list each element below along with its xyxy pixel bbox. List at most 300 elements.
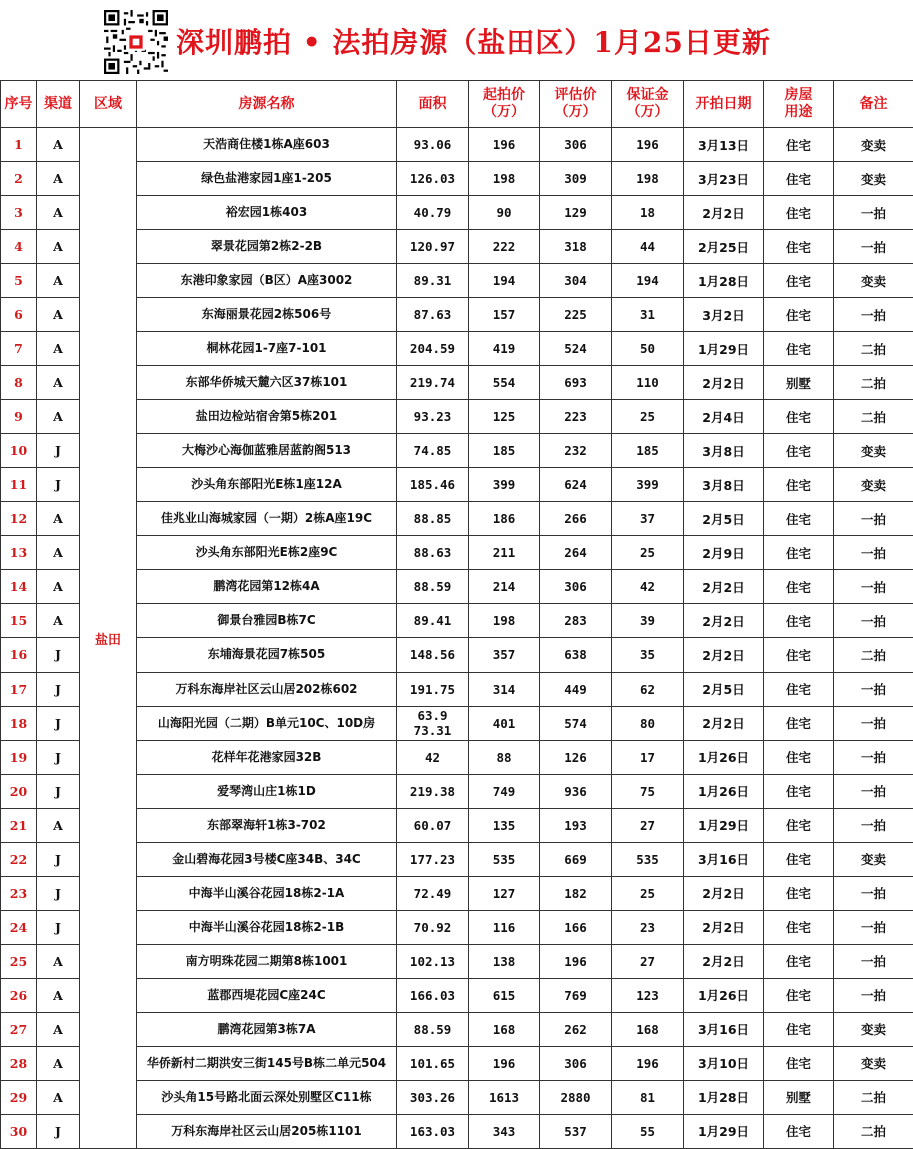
row-number-cell: 13 xyxy=(1,536,37,570)
channel-cell: A xyxy=(37,298,80,332)
deposit-cell: 75 xyxy=(612,774,684,808)
property-name-cell: 东海丽景花园2栋506号 xyxy=(137,298,397,332)
usage-cell: 别墅 xyxy=(764,1080,834,1114)
start-price-cell: 357 xyxy=(469,638,540,672)
start-price-cell: 314 xyxy=(469,672,540,706)
table-row xyxy=(1,536,913,570)
deposit-cell: 81 xyxy=(612,1080,684,1114)
auction-date-cell: 1月26日 xyxy=(684,978,764,1012)
channel-cell: A xyxy=(37,502,80,536)
property-name-cell: 绿色盐港家园1座1-205 xyxy=(137,162,397,196)
header-region: 区域 xyxy=(80,81,137,128)
property-name-cell: 鹏湾花园第12栋4A xyxy=(137,570,397,604)
eval-price-cell: 126 xyxy=(540,740,612,774)
area-cell: 60.07 xyxy=(397,808,469,842)
table-row xyxy=(1,604,913,638)
note-cell: 变卖 xyxy=(834,1012,913,1046)
usage-cell: 住宅 xyxy=(764,536,834,570)
usage-cell: 住宅 xyxy=(764,638,834,672)
property-name-cell: 花样年花港家园32B xyxy=(137,740,397,774)
channel-cell: A xyxy=(37,1080,80,1114)
header-date: 开拍日期 xyxy=(684,81,764,128)
row-number-cell: 12 xyxy=(1,502,37,536)
note-cell: 二拍 xyxy=(834,1080,913,1114)
header-row xyxy=(1,81,913,128)
note-cell: 一拍 xyxy=(834,706,913,740)
auction-date-cell: 2月25日 xyxy=(684,230,764,264)
note-cell: 一拍 xyxy=(834,944,913,978)
table-row xyxy=(1,808,913,842)
area-cell: 89.41 xyxy=(397,604,469,638)
row-number-cell: 6 xyxy=(1,298,37,332)
eval-price-cell: 266 xyxy=(540,502,612,536)
area-cell: 148.56 xyxy=(397,638,469,672)
usage-cell: 住宅 xyxy=(764,298,834,332)
channel-cell: A xyxy=(37,162,80,196)
property-name-cell: 佳兆业山海城家园（一期）2栋A座19C xyxy=(137,502,397,536)
channel-cell: J xyxy=(37,638,80,672)
table-row xyxy=(1,162,913,196)
usage-cell: 住宅 xyxy=(764,230,834,264)
start-price-cell: 138 xyxy=(469,944,540,978)
deposit-cell: 194 xyxy=(612,264,684,298)
table-row xyxy=(1,128,913,162)
deposit-cell: 31 xyxy=(612,298,684,332)
auction-date-cell: 1月29日 xyxy=(684,1114,764,1148)
eval-price-cell: 182 xyxy=(540,876,612,910)
area-cell: 303.26 xyxy=(397,1080,469,1114)
property-name-cell: 桐林花园1-7座7-101 xyxy=(137,332,397,366)
channel-cell: J xyxy=(37,842,80,876)
deposit-cell: 27 xyxy=(612,808,684,842)
auction-date-cell: 2月2日 xyxy=(684,366,764,400)
usage-cell: 别墅 xyxy=(764,366,834,400)
property-name-cell: 东部华侨城天麓六区37栋101 xyxy=(137,366,397,400)
start-price-cell: 1613 xyxy=(469,1080,540,1114)
auction-date-cell: 1月28日 xyxy=(684,1080,764,1114)
table-row xyxy=(1,1114,913,1148)
header xyxy=(0,0,913,80)
note-cell: 二拍 xyxy=(834,366,913,400)
area-cell: 204.59 xyxy=(397,332,469,366)
property-name-cell: 盐田边检站宿舍第5栋201 xyxy=(137,400,397,434)
channel-cell: A xyxy=(37,400,80,434)
table-row xyxy=(1,1012,913,1046)
start-price-cell: 535 xyxy=(469,842,540,876)
deposit-cell: 399 xyxy=(612,468,684,502)
usage-cell: 住宅 xyxy=(764,604,834,638)
area-cell: 74.85 xyxy=(397,434,469,468)
eval-price-cell: 223 xyxy=(540,400,612,434)
property-name-cell: 沙头角东部阳光E栋1座12A xyxy=(137,468,397,502)
usage-cell: 住宅 xyxy=(764,740,834,774)
table-row xyxy=(1,978,913,1012)
row-number-cell: 21 xyxy=(1,808,37,842)
usage-cell: 住宅 xyxy=(764,128,834,162)
deposit-cell: 80 xyxy=(612,706,684,740)
auction-date-cell: 2月2日 xyxy=(684,876,764,910)
auction-date-cell: 3月2日 xyxy=(684,298,764,332)
deposit-cell: 535 xyxy=(612,842,684,876)
note-cell: 一拍 xyxy=(834,876,913,910)
row-number-cell: 27 xyxy=(1,1012,37,1046)
channel-cell: A xyxy=(37,366,80,400)
eval-price-cell: 2880 xyxy=(540,1080,612,1114)
row-number-cell: 18 xyxy=(1,706,37,740)
header-usage: 房屋用途 xyxy=(764,81,834,128)
row-number-cell: 10 xyxy=(1,434,37,468)
deposit-cell: 39 xyxy=(612,604,684,638)
area-cell: 63.9 73.31 xyxy=(397,706,469,740)
property-name-cell: 万科东海岸社区云山居202栋602 xyxy=(137,672,397,706)
row-number-cell: 20 xyxy=(1,774,37,808)
channel-cell: A xyxy=(37,1046,80,1080)
channel-cell: A xyxy=(37,332,80,366)
area-cell: 70.92 xyxy=(397,910,469,944)
start-price-cell: 399 xyxy=(469,468,540,502)
area-cell: 72.49 xyxy=(397,876,469,910)
usage-cell: 住宅 xyxy=(764,1046,834,1080)
deposit-cell: 23 xyxy=(612,910,684,944)
area-cell: 219.74 xyxy=(397,366,469,400)
start-price-cell: 343 xyxy=(469,1114,540,1148)
table-row xyxy=(1,400,913,434)
table-row xyxy=(1,264,913,298)
channel-cell: A xyxy=(37,570,80,604)
usage-cell: 住宅 xyxy=(764,1114,834,1148)
start-price-cell: 401 xyxy=(469,706,540,740)
note-cell: 一拍 xyxy=(834,536,913,570)
area-cell: 89.31 xyxy=(397,264,469,298)
auction-date-cell: 2月5日 xyxy=(684,502,764,536)
auction-date-cell: 2月2日 xyxy=(684,570,764,604)
region-cell: 盐田 xyxy=(80,128,137,1149)
deposit-cell: 168 xyxy=(612,1012,684,1046)
eval-price-cell: 225 xyxy=(540,298,612,332)
channel-cell: A xyxy=(37,808,80,842)
note-cell: 一拍 xyxy=(834,978,913,1012)
property-name-cell: 沙头角15号路北面云深处别墅区C11栋 xyxy=(137,1080,397,1114)
note-cell: 一拍 xyxy=(834,774,913,808)
note-cell: 二拍 xyxy=(834,1114,913,1148)
area-cell: 177.23 xyxy=(397,842,469,876)
area-cell: 88.59 xyxy=(397,570,469,604)
start-price-cell: 88 xyxy=(469,740,540,774)
qr-code-icon xyxy=(104,10,168,74)
start-price-cell: 196 xyxy=(469,1046,540,1080)
deposit-cell: 42 xyxy=(612,570,684,604)
usage-cell: 住宅 xyxy=(764,944,834,978)
usage-cell: 住宅 xyxy=(764,876,834,910)
auction-date-cell: 2月2日 xyxy=(684,196,764,230)
row-number-cell: 8 xyxy=(1,366,37,400)
row-number-cell: 14 xyxy=(1,570,37,604)
area-cell: 219.38 xyxy=(397,774,469,808)
area-cell: 42 xyxy=(397,740,469,774)
eval-price-cell: 537 xyxy=(540,1114,612,1148)
start-price-cell: 198 xyxy=(469,604,540,638)
channel-cell: A xyxy=(37,1012,80,1046)
note-cell: 一拍 xyxy=(834,570,913,604)
deposit-cell: 25 xyxy=(612,400,684,434)
usage-cell: 住宅 xyxy=(764,842,834,876)
auction-date-cell: 2月2日 xyxy=(684,604,764,638)
property-name-cell: 沙头角东部阳光E栋2座9C xyxy=(137,536,397,570)
eval-price-cell: 318 xyxy=(540,230,612,264)
property-name-cell: 东部翠海轩1栋3-702 xyxy=(137,808,397,842)
auction-date-cell: 3月16日 xyxy=(684,1012,764,1046)
deposit-cell: 62 xyxy=(612,672,684,706)
table-row xyxy=(1,366,913,400)
row-number-cell: 17 xyxy=(1,672,37,706)
area-cell: 166.03 xyxy=(397,978,469,1012)
area-cell: 93.06 xyxy=(397,128,469,162)
property-name-cell: 爱琴湾山庄1栋1D xyxy=(137,774,397,808)
note-cell: 变卖 xyxy=(834,468,913,502)
eval-price-cell: 936 xyxy=(540,774,612,808)
deposit-cell: 110 xyxy=(612,366,684,400)
auction-date-cell: 2月5日 xyxy=(684,672,764,706)
eval-price-cell: 449 xyxy=(540,672,612,706)
deposit-cell: 196 xyxy=(612,1046,684,1080)
note-cell: 一拍 xyxy=(834,298,913,332)
deposit-cell: 185 xyxy=(612,434,684,468)
auction-date-cell: 2月4日 xyxy=(684,400,764,434)
eval-price-cell: 262 xyxy=(540,1012,612,1046)
channel-cell: J xyxy=(37,1114,80,1148)
row-number-cell: 25 xyxy=(1,944,37,978)
deposit-cell: 55 xyxy=(612,1114,684,1148)
row-number-cell: 26 xyxy=(1,978,37,1012)
note-cell: 一拍 xyxy=(834,740,913,774)
deposit-cell: 25 xyxy=(612,876,684,910)
start-price-cell: 196 xyxy=(469,128,540,162)
note-cell: 变卖 xyxy=(834,128,913,162)
usage-cell: 住宅 xyxy=(764,1012,834,1046)
eval-price-cell: 196 xyxy=(540,944,612,978)
deposit-cell: 35 xyxy=(612,638,684,672)
property-name-cell: 金山碧海花园3号楼C座34B、34C xyxy=(137,842,397,876)
area-cell: 126.03 xyxy=(397,162,469,196)
channel-cell: J xyxy=(37,876,80,910)
area-cell: 120.97 xyxy=(397,230,469,264)
auction-date-cell: 2月2日 xyxy=(684,706,764,740)
auction-date-cell: 1月28日 xyxy=(684,264,764,298)
row-number-cell: 30 xyxy=(1,1114,37,1148)
area-cell: 101.65 xyxy=(397,1046,469,1080)
start-price-cell: 135 xyxy=(469,808,540,842)
start-price-cell: 125 xyxy=(469,400,540,434)
usage-cell: 住宅 xyxy=(764,502,834,536)
property-name-cell: 蓝郡西堤花园C座24C xyxy=(137,978,397,1012)
auction-date-cell: 1月26日 xyxy=(684,774,764,808)
eval-price-cell: 309 xyxy=(540,162,612,196)
usage-cell: 住宅 xyxy=(764,162,834,196)
start-price-cell: 222 xyxy=(469,230,540,264)
row-number-cell: 24 xyxy=(1,910,37,944)
channel-cell: A xyxy=(37,264,80,298)
note-cell: 变卖 xyxy=(834,842,913,876)
area-cell: 185.46 xyxy=(397,468,469,502)
table-row xyxy=(1,1046,913,1080)
table-row xyxy=(1,332,913,366)
eval-price-cell: 304 xyxy=(540,264,612,298)
start-price-cell: 615 xyxy=(469,978,540,1012)
area-cell: 191.75 xyxy=(397,672,469,706)
header-area: 面积 xyxy=(397,81,469,128)
channel-cell: A xyxy=(37,128,80,162)
usage-cell: 住宅 xyxy=(764,910,834,944)
header-no: 序号 xyxy=(1,81,37,128)
area-cell: 88.59 xyxy=(397,1012,469,1046)
note-cell: 一拍 xyxy=(834,196,913,230)
auction-date-cell: 2月2日 xyxy=(684,910,764,944)
channel-cell: J xyxy=(37,468,80,502)
auction-date-cell: 3月16日 xyxy=(684,842,764,876)
eval-price-cell: 193 xyxy=(540,808,612,842)
channel-cell: A xyxy=(37,944,80,978)
row-number-cell: 23 xyxy=(1,876,37,910)
usage-cell: 住宅 xyxy=(764,774,834,808)
deposit-cell: 196 xyxy=(612,128,684,162)
row-number-cell: 29 xyxy=(1,1080,37,1114)
table-row xyxy=(1,910,913,944)
eval-price-cell: 574 xyxy=(540,706,612,740)
start-price-cell: 90 xyxy=(469,196,540,230)
channel-cell: A xyxy=(37,536,80,570)
note-cell: 变卖 xyxy=(834,1046,913,1080)
property-name-cell: 中海半山溪谷花园18栋2-1B xyxy=(137,910,397,944)
note-cell: 一拍 xyxy=(834,910,913,944)
table-row xyxy=(1,638,913,672)
usage-cell: 住宅 xyxy=(764,400,834,434)
channel-cell: J xyxy=(37,434,80,468)
row-number-cell: 9 xyxy=(1,400,37,434)
start-price-cell: 749 xyxy=(469,774,540,808)
row-number-cell: 3 xyxy=(1,196,37,230)
channel-cell: A xyxy=(37,978,80,1012)
channel-cell: J xyxy=(37,672,80,706)
note-cell: 一拍 xyxy=(834,604,913,638)
page-title: 深圳鹏拍 • 法拍房源（盐田区）1月25日更新 xyxy=(176,26,771,59)
usage-cell: 住宅 xyxy=(764,434,834,468)
note-cell: 变卖 xyxy=(834,162,913,196)
deposit-cell: 18 xyxy=(612,196,684,230)
header-name: 房源名称 xyxy=(137,81,397,128)
header-deposit: 保证金（万） xyxy=(612,81,684,128)
deposit-cell: 17 xyxy=(612,740,684,774)
usage-cell: 住宅 xyxy=(764,332,834,366)
eval-price-cell: 264 xyxy=(540,536,612,570)
note-cell: 一拍 xyxy=(834,230,913,264)
header-channel: 渠道 xyxy=(37,81,80,128)
eval-price-cell: 524 xyxy=(540,332,612,366)
row-number-cell: 1 xyxy=(1,128,37,162)
area-cell: 93.23 xyxy=(397,400,469,434)
table-row xyxy=(1,502,913,536)
property-name-cell: 大梅沙心海伽蓝雅居蓝韵阁513 xyxy=(137,434,397,468)
property-name-cell: 华侨新村二期洪安三街145号B栋二单元504 xyxy=(137,1046,397,1080)
deposit-cell: 123 xyxy=(612,978,684,1012)
note-cell: 二拍 xyxy=(834,638,913,672)
auction-date-cell: 1月26日 xyxy=(684,740,764,774)
row-number-cell: 4 xyxy=(1,230,37,264)
usage-cell: 住宅 xyxy=(764,264,834,298)
auction-date-cell: 1月29日 xyxy=(684,332,764,366)
start-price-cell: 186 xyxy=(469,502,540,536)
property-name-cell: 御景台雅园B栋7C xyxy=(137,604,397,638)
usage-cell: 住宅 xyxy=(764,468,834,502)
eval-price-cell: 129 xyxy=(540,196,612,230)
area-cell: 163.03 xyxy=(397,1114,469,1148)
auction-date-cell: 2月2日 xyxy=(684,944,764,978)
auction-date-cell: 3月8日 xyxy=(684,434,764,468)
channel-cell: J xyxy=(37,910,80,944)
property-name-cell: 中海半山溪谷花园18栋2-1A xyxy=(137,876,397,910)
eval-price-cell: 166 xyxy=(540,910,612,944)
table-row xyxy=(1,230,913,264)
auction-date-cell: 3月23日 xyxy=(684,162,764,196)
usage-cell: 住宅 xyxy=(764,808,834,842)
row-number-cell: 11 xyxy=(1,468,37,502)
row-number-cell: 5 xyxy=(1,264,37,298)
start-price-cell: 211 xyxy=(469,536,540,570)
row-number-cell: 19 xyxy=(1,740,37,774)
auction-date-cell: 2月9日 xyxy=(684,536,764,570)
row-number-cell: 7 xyxy=(1,332,37,366)
area-cell: 40.79 xyxy=(397,196,469,230)
eval-price-cell: 638 xyxy=(540,638,612,672)
table-row xyxy=(1,842,913,876)
channel-cell: A xyxy=(37,604,80,638)
channel-cell: A xyxy=(37,230,80,264)
start-price-cell: 194 xyxy=(469,264,540,298)
note-cell: 变卖 xyxy=(834,434,913,468)
usage-cell: 住宅 xyxy=(764,978,834,1012)
start-price-cell: 419 xyxy=(469,332,540,366)
header-eval-price: 评估价（万） xyxy=(540,81,612,128)
channel-cell: A xyxy=(37,196,80,230)
deposit-cell: 27 xyxy=(612,944,684,978)
table-row xyxy=(1,706,913,740)
table-row xyxy=(1,570,913,604)
table-row xyxy=(1,468,913,502)
header-start-price: 起拍价（万） xyxy=(469,81,540,128)
channel-cell: J xyxy=(37,706,80,740)
row-number-cell: 22 xyxy=(1,842,37,876)
usage-cell: 住宅 xyxy=(764,672,834,706)
eval-price-cell: 232 xyxy=(540,434,612,468)
table-row xyxy=(1,774,913,808)
row-number-cell: 15 xyxy=(1,604,37,638)
property-name-cell: 山海阳光园（二期）B单元10C、10D房 xyxy=(137,706,397,740)
usage-cell: 住宅 xyxy=(764,196,834,230)
eval-price-cell: 624 xyxy=(540,468,612,502)
property-name-cell: 鹏湾花园第3栋7A xyxy=(137,1012,397,1046)
eval-price-cell: 669 xyxy=(540,842,612,876)
table-row xyxy=(1,672,913,706)
auction-date-cell: 3月10日 xyxy=(684,1046,764,1080)
table-row xyxy=(1,298,913,332)
usage-cell: 住宅 xyxy=(764,570,834,604)
row-number-cell: 16 xyxy=(1,638,37,672)
header-note: 备注 xyxy=(834,81,913,128)
note-cell: 二拍 xyxy=(834,332,913,366)
start-price-cell: 185 xyxy=(469,434,540,468)
start-price-cell: 157 xyxy=(469,298,540,332)
eval-price-cell: 769 xyxy=(540,978,612,1012)
note-cell: 一拍 xyxy=(834,672,913,706)
